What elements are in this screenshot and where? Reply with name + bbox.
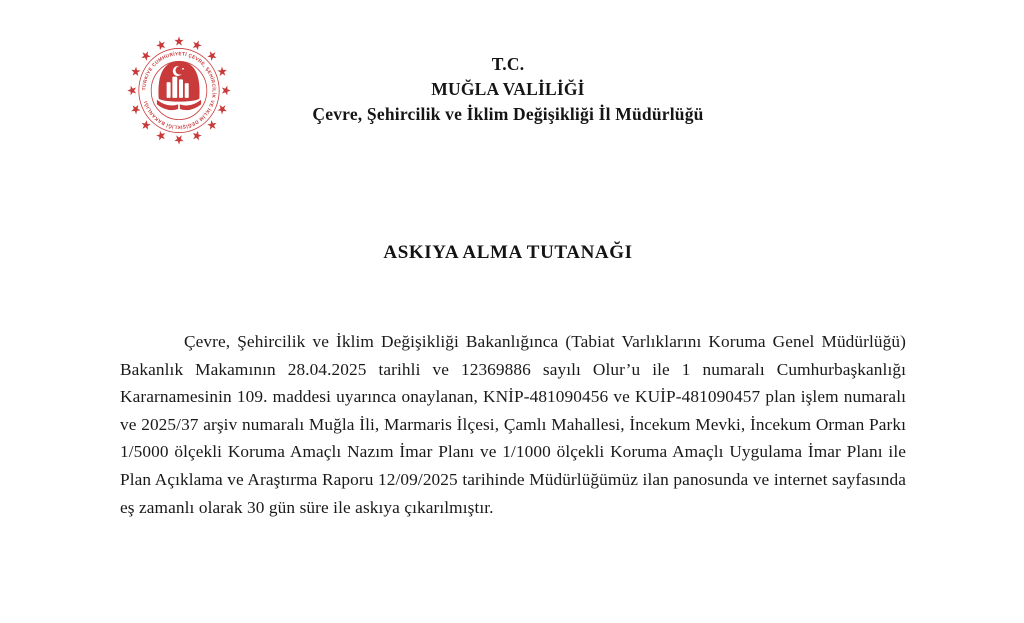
header-directorate: Çevre, Şehircilik ve İklim Değişikliği İl Müdürlüğü xyxy=(312,104,704,124)
seal-ring-text: TÜRKİYE CUMHURİYETİ ÇEVRE, ŞEHİRCİLİK VE İKLİM DEĞİŞİKLİĞİ BAKANLIĞI xyxy=(142,52,216,129)
header-republic-abbrev: T.C. xyxy=(491,54,525,74)
document-title: ASKIYA ALMA TUTANAĞI xyxy=(383,242,633,263)
body-paragraph: Çevre, Şehircilik ve İklim Değişikliği Bakanlığınca (Tabiat Varlıklarını Koruma Genel Müdürlüğü) Bakanlık Makamının 28.04.2025 tarihli ve 12369886 sayılı Olur’u ile 1 numaralı Cumhurbaşkanlığı Kararnamesinin 109. maddesi uyarınca onaylanan, KNİP-481090456 ve KUİP-481090457 plan işlem numaralı ve 2025/37 arşiv numaralı Muğla İli, Marmaris İlçesi, Çamlı Mahallesi, İncekum Mevki, İncekum Orman Parkı 1/5000 ölçekli Koruma Amaçlı Nazım İmar Planı ve 1/1000 ölçekli Koruma Amaçlı Uygulama İmar Planı ile Plan Açıklama ve Araştırma Raporu 12/09/2025 tarihinde Müdürlüğümüz ilan panosunda ve internet sayfasında eş zamanlı olarak 30 gün süre ile askıya çıkarılmıştır. xyxy=(120,332,906,517)
header-governorship: MUĞLA VALİLİĞİ xyxy=(431,79,585,99)
letterhead xyxy=(110,52,906,127)
